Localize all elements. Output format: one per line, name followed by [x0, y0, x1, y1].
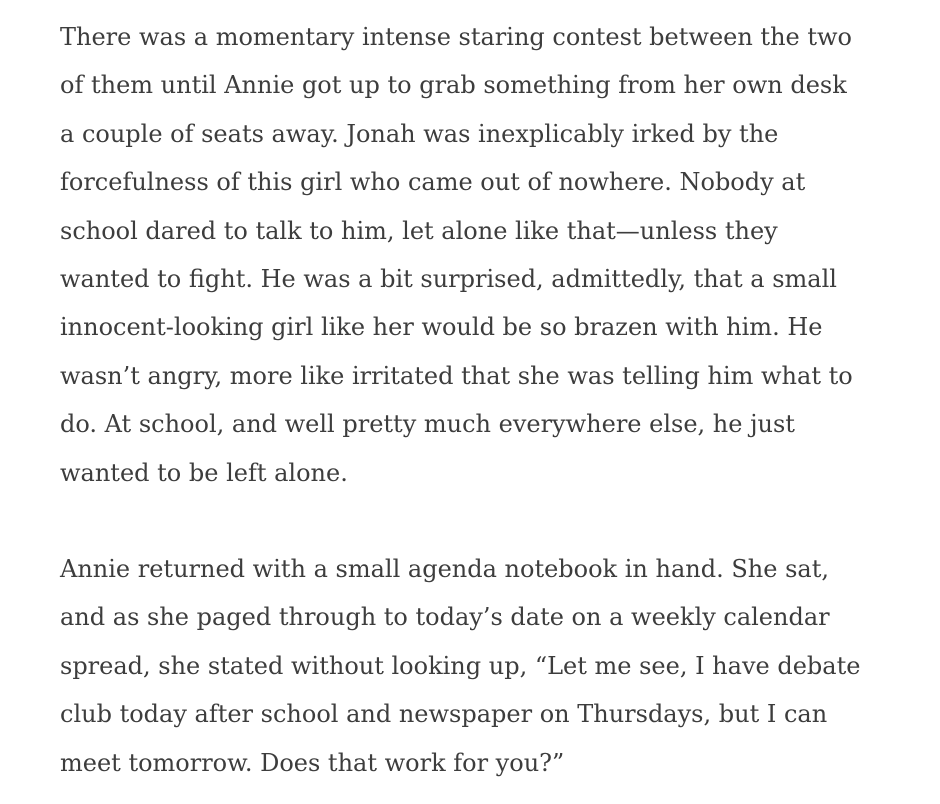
paragraph	[60, 13, 882, 497]
paragraph	[60, 545, 882, 787]
text-line: club today after school and newspaper on Thursdays, but I can	[60, 700, 828, 729]
text-line: wanted to fight. He was a bit surprised, admittedly, that a small	[60, 265, 837, 294]
text-line: There was a momentary intense staring contest between the two	[60, 23, 852, 51]
text-line: and as she paged through to today’s date on a weekly calendar	[60, 603, 830, 632]
text-line: wasn’t angry, more like irritated that she was telling him what to	[60, 361, 853, 390]
story-text	[60, 13, 882, 787]
text-line: meet tomorrow. Does that work for you?”	[60, 748, 565, 777]
text-line: wanted to be left alone.	[60, 458, 348, 487]
text-line: innocent-looking girl like her would be so brazen with him. He	[60, 313, 823, 342]
text-line: forcefulness of this girl who came out of nowhere. Nobody at	[60, 168, 806, 197]
text-line: of them until Annie got up to grab something from her own desk	[60, 71, 847, 100]
text-line: do. At school, and well pretty much everywhere else, he just	[60, 410, 795, 439]
text-line: a couple of seats away. Jonah was inexplicably irked by the	[60, 119, 779, 148]
text-line: school dared to talk to him, let alone like that—unless they	[60, 216, 778, 245]
text-line: Annie returned with a small agenda notebook in hand. She sat,	[60, 555, 829, 584]
text-line: spread, she stated without looking up, “Let me see, I have debate	[60, 651, 861, 680]
